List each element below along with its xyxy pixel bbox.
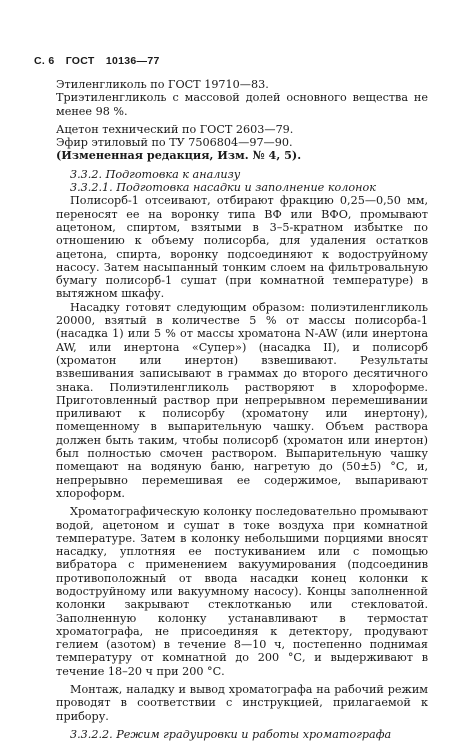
page-number: С. 6	[34, 55, 55, 67]
standard-label: ГОСТ	[65, 55, 95, 67]
section-heading: 3.3.2. Подготовка к анализу	[70, 167, 241, 181]
paragraph: Триэтиленгликоль с массовой долей основного вещества не менее 98 %.	[56, 91, 428, 118]
paragraph: Эфир этиловый по ТУ 7506804—97—90.	[56, 136, 293, 150]
paragraph: Насадку готовят следующим образом: полиэтиленгликоль 20000, взятый в количестве 5 % от массы полисорба-1 (насадка 1) или 5 % от массы хроматона N-AW (или инертона AW, или инертона «Супер») (насадка II), и полисорб (хроматон или инертон) взвешивают. Результаты взвешивания записывают в граммах до второго десятичного знака. Полиэтиленгликоль растворяют в хлороформе. Приготовленный раствор при непрерывном перемешивании приливают к полисорбу (хроматону или инертону), помещенному в выпарительную чашку. Объем раствора должен быть таким, чтобы полисорб (хроматон или инертон) был полностью смочен раствором. Выпарительную чашку помещают на водяную баню, нагретую до (50±5) °С, и, непрерывно перемешивая ее содержимое, выпаривают хлороформ.	[56, 300, 428, 500]
paragraph: Этиленгликоль по ГОСТ 19710—83.	[56, 78, 269, 91]
subsection-heading: 3.3.2.1. Подготовка насадки и заполнение колонок	[70, 181, 376, 195]
paragraph: Ацетон технический по ГОСТ 2603—79.	[56, 122, 294, 136]
page-header	[34, 55, 168, 67]
standard-number: 10136—77	[105, 55, 160, 67]
paragraph: Хроматографическую колонку последовательно промывают водой, ацетоном и сушат в токе воздуха при комнатной температуре. Затем в колонку небольшими порциями вносят насадку, уплотняя ее постукиванием или с помощью вибратора с применением вакуумирования (подсоединив противоположный от ввода насадки конец колонки к водоструйному или вакуумному насосу). Концы заполненной колонки закрывают стеклотканью или стекловатой. Заполненную колонку устанавливают в термостат хроматографа, не присоединяя к детектору, продувают гелием (азотом) в течение 8—10 ч, постепенно поднимая температуру от комнатной до 200 °С, и выдерживают в течение 18–20 ч при 200 °С.	[56, 505, 428, 678]
amendment-note: (Измененная редакция, Изм. № 4, 5).	[56, 148, 302, 163]
paragraph: Полисорб-1 отсеивают, отбирают фракцию 0,25—0,50 мм, переносят ее на воронку типа ВФ или ВФО, промывают ацетоном, спиртом, взятыми в 3–5-кратном избытке по отношению к объему полисорба, для удаления остатков ацетона, спирта, воронку подсоединяют к водоструйному насосу. Затем насыпанный тонким слоем на фильтровальную бумагу полисорб-1 сушат (при комнатной температуре) в вытяжном шкафу.	[56, 194, 428, 301]
document-body	[56, 78, 428, 741]
subsection-heading: 3.3.2.2. Режим градуировки и работы хроматографа	[70, 727, 392, 741]
paragraph: Монтаж, наладку и вывод хроматографа на рабочий режим проводят в соответствии с инструкцией, прилагаемой к прибору.	[56, 683, 428, 723]
